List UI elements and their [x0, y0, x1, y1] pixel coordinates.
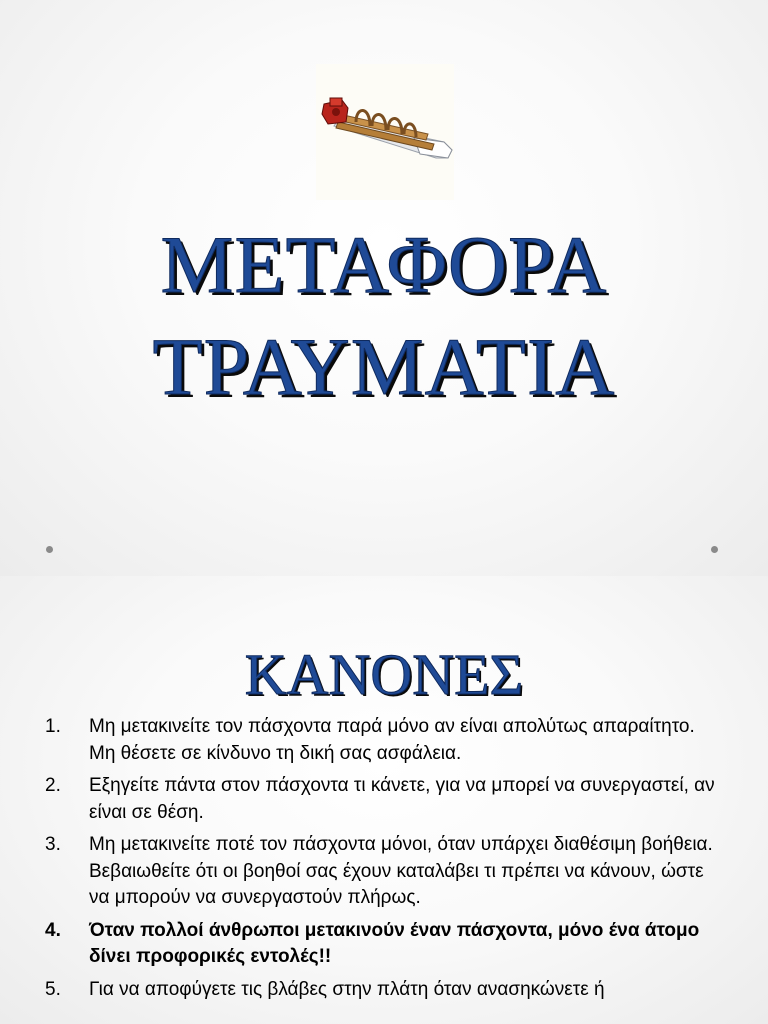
rule-number: 4.: [45, 919, 61, 941]
rule-number: 3.: [45, 834, 61, 855]
rule-item: [0, 773, 768, 826]
rule-item: [0, 714, 768, 767]
rule-text: Μη μετακινείτε ποτέ τον πάσχοντα μόνοι, όταν υπάρχει διαθέσιμη βοήθεια. Βεβαιωθείτε ότι οι βοηθοί σας έχουν καταλάβει τι πρέπει να κάνουν, ώστε να μπορούν να συνεργαστούν πλήρως.: [89, 834, 713, 908]
presentation-title: [0, 214, 768, 418]
rule-number: 1.: [45, 716, 61, 737]
rule-item: [0, 832, 768, 912]
title-line-2: ΤΡΑΥΜΑΤΙΑ: [152, 321, 616, 412]
rules-heading: ΚΑΝΟΝΕΣ: [244, 642, 524, 707]
rule-number: 2.: [45, 775, 61, 796]
title-line-1: ΜΕΤΑΦΟΡΑ: [160, 219, 608, 310]
rule-text: Όταν πολλοί άνθρωποι μετακινούν έναν πάσχοντα, μόνο ένα άτομο δίνει προφορικές εντολές!!: [89, 919, 700, 967]
rule-item-emphasized: [0, 918, 768, 971]
rule-text: Εξηγείτε πάντα στον πάσχοντα τι κάνετε, για να μπορεί να συνεργαστεί, αν είναι σε θέση.: [89, 775, 715, 823]
stretcher-icon: [316, 64, 454, 200]
stretcher-picture: [316, 64, 454, 200]
rule-item: [0, 977, 768, 1004]
rules-list: [0, 714, 768, 1009]
slide-divider-dot-right: [711, 546, 718, 553]
slide-divider-dot-left: [46, 546, 53, 553]
rule-text: Μη μετακινείτε τον πάσχοντα παρά μόνο αν είναι απολύτως απαραίτητο. Μη θέσετε σε κίνδυνο τη δική σας ασφάλεια.: [89, 716, 695, 764]
rule-number: 5.: [45, 978, 61, 1000]
rule-text: Για να αποφύγετε τις βλάβες στην πλάτη όταν ανασηκώνετε ή: [89, 978, 605, 1000]
